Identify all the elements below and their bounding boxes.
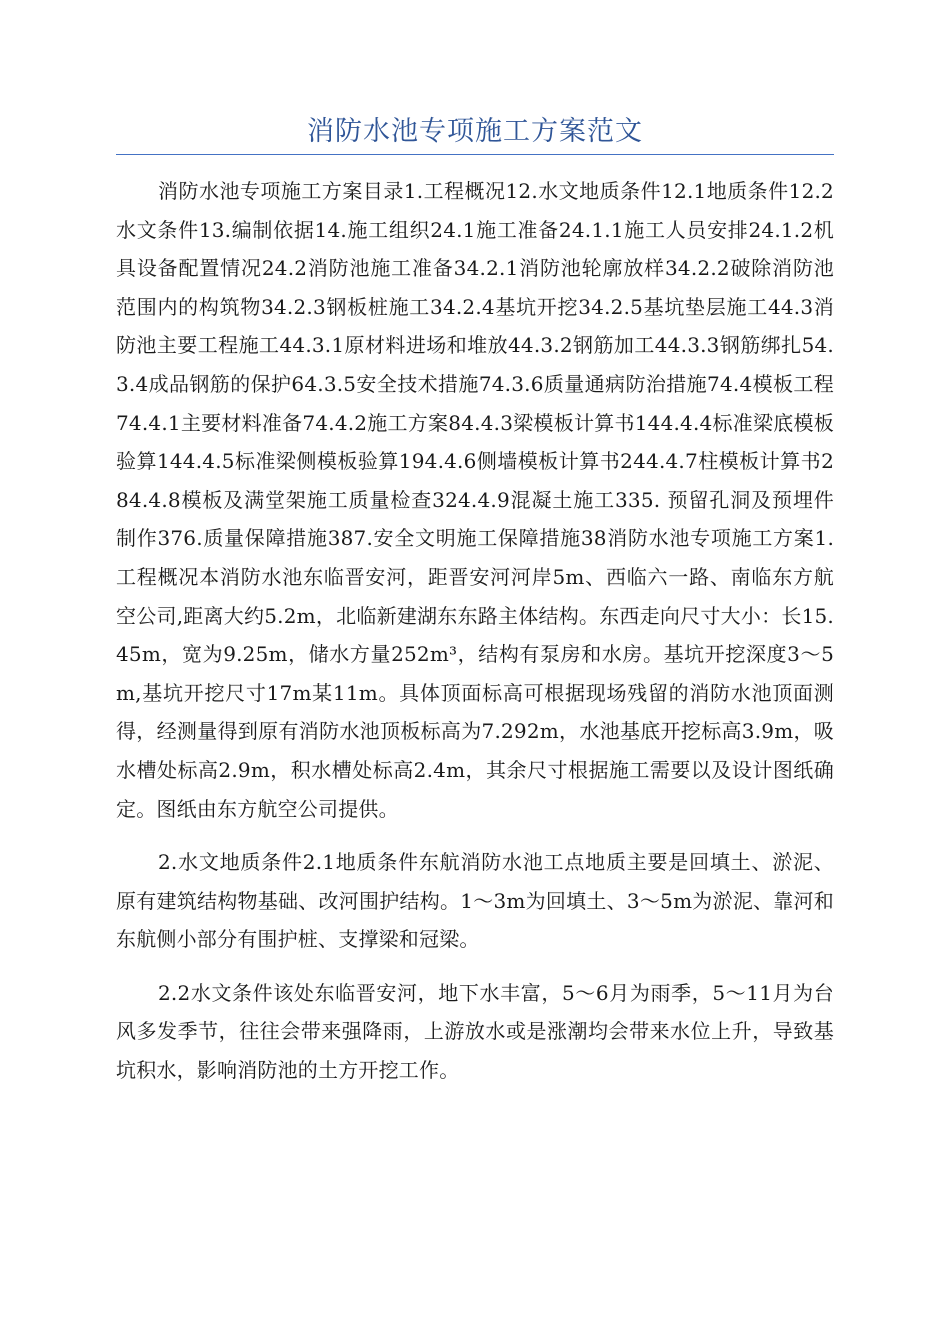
document-title: 消防水池专项施工方案范文: [307, 116, 643, 147]
paragraph-toc-and-overview: 消防水池专项施工方案目录1.工程概况12.水文地质条件12.1地质条件12.2水文条件13.编制依据14.施工组织24.1施工准备24.1.1施工人员安排24.1.2机具设备配置情况24.2消防池施工准备34.2.1消防池轮廓放样34.2.2破除消防池范围内的构筑物34.2.3钢板桩施工34.2.4基坑开挖34.2.5基坑垫层施工44.3消防池主要工程施工44.3.1原材料进场和堆放44.3.2钢筋加工44.3.3钢筋绑扎54.3.4成品钢筋的保护64.3.5安全技术措施74.3.6质量通病防治措施74.4模板工程74.4.1主要材料准备74.4.2施工方案84.4.3梁模板计算书144.4.4标准梁底模板验算144.4.5标准梁侧模板验算194.4.6侧墙模板计算书244.4.7柱模板计算书284.4.8模板及满堂架施工质量检查324.4.9混凝土施工335. 预留孔洞及预埋件制作376.质量保障措施387.安全文明施工保障措施38消防水池专项施工方案1.工程概况本消防水池东临晋安河，距晋安河河岸5m、西临六一路、南临东方航空公司,距离大约5.2m，北临新建湖东东路主体结构。东西走向尺寸大小：长15.45m，宽为9.25m，储水方量252m³，结构有泵房和水房。基坑开挖深度3～5m,基坑开挖尺寸17m某11m。具体顶面标高可根据现场残留的消防水池顶面测得，经测量得到原有消防水池顶板标高为7.292m，水池基底开挖标高3.9m，吸水槽处标高2.9m，积水槽处标高2.4m，其余尺寸根据施工需要以及设计图纸确定。图纸由东方航空公司提供。: [116, 179, 834, 821]
paragraph-geology: 2.水文地质条件2.1地质条件东航消防水池工点地质主要是回填土、淤泥、原有建筑结构物基础、改河围护结构。1～3m为回填土、3～5m为淤泥、靠河和东航侧小部分有围护桩、支撑梁和冠梁。: [116, 850, 834, 952]
document-body: [116, 172, 834, 1090]
paragraph-hydrology: 2.2水文条件该处东临晋安河，地下水丰富，5～6月为雨季，5～11月为台风多发季节，往往会带来强降雨，上游放水或是涨潮均会带来水位上升，导致基坑积水，影响消防池的土方开挖工作。: [116, 980, 834, 1083]
title-underline: [116, 154, 834, 155]
